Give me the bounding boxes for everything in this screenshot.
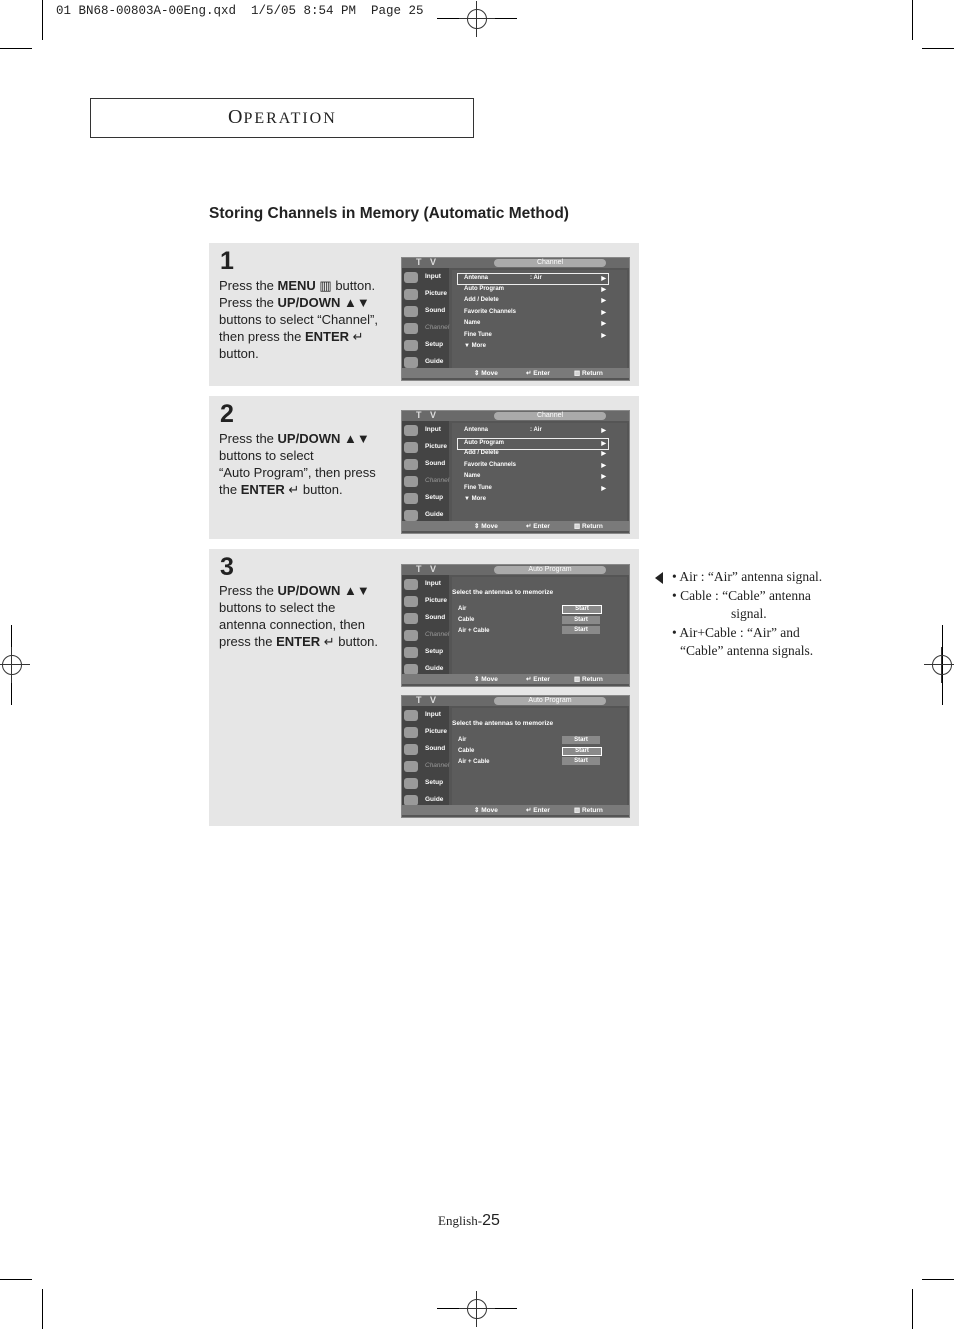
osd-menu-item-icon bbox=[404, 459, 418, 470]
button-name: ENTER bbox=[276, 634, 321, 649]
step-text-run: ▥ button. Press the bbox=[219, 278, 376, 310]
osd-menu-item-icon bbox=[404, 323, 418, 334]
osd-channel-row bbox=[457, 273, 609, 285]
osd-menu-item bbox=[404, 288, 447, 302]
osd-footer-return: ▥ Return bbox=[574, 523, 603, 530]
osd-menu-item bbox=[404, 629, 450, 643]
page-title: Storing Channels in Memory (Automatic Method) bbox=[209, 205, 569, 222]
step-text-run: ▲▼ buttons to select “Auto Program”, then press the bbox=[219, 431, 376, 497]
note-cable-cont: signal. bbox=[731, 606, 767, 621]
osd-channel-row bbox=[457, 438, 609, 450]
osd-channel-row bbox=[458, 319, 608, 329]
osd-menu-item bbox=[404, 492, 447, 506]
osd-menu-item-label: Picture bbox=[425, 597, 448, 604]
osd-channel-row bbox=[458, 331, 608, 341]
osd-menu-item-icon bbox=[404, 476, 418, 487]
osd-menu-item-label: Channel bbox=[425, 477, 450, 484]
osd-footer-bar bbox=[402, 521, 629, 531]
osd-footer-move: ⇕ Move bbox=[474, 370, 498, 377]
osd-menu-item-label: Sound bbox=[425, 745, 446, 752]
osd-menu-item-label: Sound bbox=[425, 614, 446, 621]
osd-menu-item-icon bbox=[404, 357, 418, 368]
osd-main-panel bbox=[452, 423, 627, 521]
section-header bbox=[228, 106, 337, 129]
osd-row-arrow-icon: ▶ bbox=[601, 286, 606, 293]
osd-menu-item-label: Guide bbox=[425, 665, 444, 672]
step-number: 3 bbox=[220, 553, 234, 581]
osd-row-arrow-icon: ▶ bbox=[601, 451, 606, 457]
osd-menu-item bbox=[404, 458, 447, 472]
crop-mark bbox=[42, 0, 43, 40]
osd-antenna-option: Air + Cable bbox=[458, 628, 490, 634]
page-number: 25 bbox=[482, 1212, 500, 1229]
osd-menu-item-label: Guide bbox=[425, 358, 444, 365]
osd-menu-item-icon bbox=[404, 710, 418, 721]
registration-mark-icon bbox=[0, 647, 30, 683]
osd-channel-row bbox=[458, 461, 608, 471]
osd-row-name: Add / Delete bbox=[464, 450, 499, 456]
registration-mark-icon bbox=[459, 1291, 495, 1327]
osd-footer-bar bbox=[402, 674, 629, 684]
osd-start-button: Start bbox=[562, 616, 600, 624]
osd-menu-item-label: Setup bbox=[425, 779, 444, 786]
osd-row-name: Favorite Channels bbox=[464, 461, 517, 468]
osd-menu-item-label: Picture bbox=[425, 443, 448, 450]
osd-menu-item-icon bbox=[404, 647, 418, 658]
osd-channel-row bbox=[458, 484, 608, 494]
osd-menu-item-icon bbox=[404, 727, 418, 738]
osd-menu-item bbox=[404, 475, 450, 489]
crop-mark bbox=[922, 1279, 954, 1280]
step-text-run: ▲▼ buttons to select the antenna connection, then press the bbox=[219, 583, 370, 649]
button-name: ENTER bbox=[305, 329, 350, 344]
crop-mark bbox=[0, 1279, 32, 1280]
osd-menu-item-icon bbox=[404, 579, 418, 590]
osd-row-name: Auto Program bbox=[464, 285, 505, 292]
osd-menu-item bbox=[404, 743, 447, 757]
osd-row-name: Antenna bbox=[464, 427, 488, 433]
osd-start-button: Start bbox=[562, 605, 602, 614]
section-initial: O bbox=[228, 106, 244, 128]
osd-menu-item bbox=[404, 595, 447, 609]
print-slug: 01 BN68-00803A-00Eng.qxd 1/5/05 8:54 PM Page 25 bbox=[56, 4, 424, 18]
osd-row-name: Name bbox=[464, 473, 481, 479]
osd-menu-item bbox=[404, 322, 450, 336]
osd-menu-item-icon bbox=[404, 425, 418, 436]
osd-menu-item bbox=[404, 709, 447, 723]
osd-main-panel bbox=[452, 270, 627, 368]
osd-footer-return: ▥ Return bbox=[574, 807, 603, 814]
section-rest: PERATION bbox=[243, 110, 337, 127]
osd-row-value: : Air bbox=[530, 275, 542, 281]
osd-menu-item-icon bbox=[404, 442, 418, 453]
button-name: MENU bbox=[277, 278, 316, 293]
osd-antenna-option: Cable bbox=[458, 617, 475, 623]
footer-language: English- bbox=[438, 1213, 483, 1228]
osd-menu-item bbox=[404, 760, 450, 774]
osd-row-arrow-icon: ▶ bbox=[601, 428, 606, 434]
osd-side-menu bbox=[402, 421, 449, 521]
osd-channel-row bbox=[458, 296, 608, 306]
osd-menu-item-icon bbox=[404, 596, 418, 607]
osd-menu-item bbox=[404, 726, 447, 740]
osd-row-name: Fine Tune bbox=[464, 484, 492, 491]
osd-antenna-option: Air bbox=[458, 606, 467, 612]
osd-tv-label: T V bbox=[416, 410, 440, 420]
osd-row-arrow-icon: ▶ bbox=[601, 440, 606, 447]
page-footer bbox=[438, 1212, 500, 1230]
step-text-run: ▲▼ buttons to select “Channel”, then press the bbox=[219, 295, 378, 344]
osd-menu-item-icon bbox=[404, 306, 418, 317]
osd-header: Channel bbox=[494, 412, 606, 420]
osd-row-name: Name bbox=[464, 320, 481, 326]
osd-menu-item-icon bbox=[404, 744, 418, 755]
step-text-run: Press the bbox=[219, 583, 278, 598]
osd-menu-item bbox=[404, 339, 447, 353]
osd-footer-bar bbox=[402, 368, 629, 378]
step-text-run: Press the bbox=[219, 431, 278, 446]
step-text-run: Press the bbox=[219, 278, 278, 293]
osd-menu-item-icon bbox=[404, 778, 418, 789]
osd-menu-item bbox=[404, 578, 447, 592]
crop-mark bbox=[922, 48, 954, 49]
osd-footer-move: ⇕ Move bbox=[474, 807, 498, 814]
osd-row-name: Auto Program bbox=[464, 439, 505, 446]
osd-menu-item-label: Input bbox=[425, 711, 441, 718]
osd-menu-item bbox=[404, 271, 447, 285]
crop-mark bbox=[42, 1289, 43, 1329]
osd-side-menu bbox=[402, 575, 449, 674]
button-name: UP/DOWN bbox=[277, 295, 341, 310]
step-text-run: ↵ button. bbox=[320, 634, 379, 649]
osd-side-menu bbox=[402, 706, 449, 805]
osd-menu-item-label: Sound bbox=[425, 307, 446, 314]
osd-menu-item-icon bbox=[404, 272, 418, 283]
osd-menu-item-label: Guide bbox=[425, 796, 444, 803]
osd-channel-row bbox=[458, 285, 608, 295]
osd-tv-label: T V bbox=[416, 257, 440, 267]
osd-channel-row bbox=[458, 449, 608, 459]
osd-footer-bar bbox=[402, 805, 629, 815]
osd-footer-enter: ↵ Enter bbox=[526, 807, 550, 814]
osd-menu-item bbox=[404, 424, 447, 438]
osd-row-arrow-icon: ▶ bbox=[601, 309, 606, 316]
osd-row-arrow-icon: ▶ bbox=[601, 462, 606, 469]
osd-menu-item-icon bbox=[404, 761, 418, 772]
osd-menu-item-label: Guide bbox=[425, 511, 444, 518]
osd-menu-item bbox=[404, 777, 447, 791]
osd-antenna-option: Air + Cable bbox=[458, 759, 490, 765]
osd-footer-return: ▥ Return bbox=[574, 370, 603, 377]
osd-menu-item-label: Setup bbox=[425, 494, 444, 501]
osd-row-name: Fine Tune bbox=[464, 331, 492, 338]
osd-menu-item-icon bbox=[404, 510, 418, 521]
osd-menu-item-icon bbox=[404, 493, 418, 504]
osd-menu-item bbox=[404, 646, 447, 660]
auto-program-screen bbox=[401, 564, 630, 687]
osd-channel-row bbox=[458, 308, 608, 318]
osd-row-name: Favorite Channels bbox=[464, 308, 517, 315]
button-name: UP/DOWN bbox=[277, 431, 341, 446]
registration-mark-icon bbox=[924, 647, 954, 683]
registration-mark-icon bbox=[459, 1, 495, 37]
osd-menu-item-label: Picture bbox=[425, 290, 448, 297]
osd-antenna-option: Cable bbox=[458, 748, 475, 754]
osd-more: ▼ More bbox=[464, 496, 486, 502]
osd-footer-enter: ↵ Enter bbox=[526, 523, 550, 530]
osd-menu-item-icon bbox=[404, 630, 418, 641]
osd-start-button: Start bbox=[562, 747, 602, 756]
osd-menu-item-label: Sound bbox=[425, 460, 446, 467]
osd-header: Channel bbox=[494, 259, 606, 267]
osd-row-arrow-icon: ▶ bbox=[601, 276, 606, 282]
step-text bbox=[219, 430, 376, 498]
osd-menu-item-label: Setup bbox=[425, 341, 444, 348]
osd-row-name: Antenna bbox=[464, 275, 488, 281]
osd-start-button: Start bbox=[562, 757, 600, 765]
osd-menu-item-label: Setup bbox=[425, 648, 444, 655]
osd-row-arrow-icon: ▶ bbox=[601, 485, 606, 492]
note-cable: • Cable : “Cable” antenna bbox=[672, 588, 811, 603]
osd-footer-return: ▥ Return bbox=[574, 676, 603, 683]
osd-row-arrow-icon: ▶ bbox=[601, 474, 606, 480]
osd-title-bar bbox=[402, 411, 629, 421]
osd-channel-row bbox=[458, 472, 608, 482]
osd-menu-item-label: Channel bbox=[425, 324, 450, 331]
osd-footer-move: ⇕ Move bbox=[474, 523, 498, 530]
step-text bbox=[219, 277, 378, 362]
channel-menu-screen bbox=[401, 257, 630, 381]
osd-menu-item bbox=[404, 305, 447, 319]
osd-menu-item-icon bbox=[404, 613, 418, 624]
osd-header: Auto Program bbox=[494, 697, 606, 705]
osd-tv-label: T V bbox=[416, 564, 440, 574]
osd-row-arrow-icon: ▶ bbox=[601, 321, 606, 327]
crop-mark bbox=[912, 0, 913, 40]
note-air: • Air : “Air” antenna signal. bbox=[672, 569, 823, 584]
osd-menu-item-label: Input bbox=[425, 426, 441, 433]
osd-row-arrow-icon: ▶ bbox=[601, 332, 606, 339]
osd-more: ▼ More bbox=[464, 343, 486, 349]
crop-mark bbox=[0, 48, 32, 49]
osd-start-button: Start bbox=[562, 736, 600, 744]
osd-prompt: Select the antennas to memorize bbox=[452, 589, 554, 596]
osd-menu-item bbox=[404, 441, 447, 455]
crop-mark bbox=[912, 1289, 913, 1329]
osd-title-bar bbox=[402, 565, 629, 575]
button-name: UP/DOWN bbox=[277, 583, 341, 598]
osd-title-bar bbox=[402, 696, 629, 706]
step-text-run: ↵ button. bbox=[219, 329, 364, 361]
osd-menu-item-icon bbox=[404, 289, 418, 300]
osd-footer-enter: ↵ Enter bbox=[526, 676, 550, 683]
osd-menu-item bbox=[404, 612, 447, 626]
osd-channel-row bbox=[458, 426, 608, 436]
osd-menu-item-label: Channel bbox=[425, 631, 450, 638]
button-name: ENTER bbox=[240, 482, 285, 497]
osd-footer-move: ⇕ Move bbox=[474, 676, 498, 683]
osd-menu-item-label: Input bbox=[425, 273, 441, 280]
channel-menu-screen bbox=[401, 410, 630, 534]
note-pointer-icon bbox=[655, 572, 663, 584]
osd-row-name: Add / Delete bbox=[464, 297, 499, 303]
osd-menu-item-label: Input bbox=[425, 580, 441, 587]
step-text bbox=[219, 582, 378, 650]
auto-program-screen bbox=[401, 695, 630, 818]
osd-menu-item-icon bbox=[404, 340, 418, 351]
note-air-cable-cont: “Cable” antenna signals. bbox=[680, 643, 814, 658]
osd-start-button: Start bbox=[562, 626, 600, 634]
step-number: 2 bbox=[220, 400, 234, 428]
step-text-run: ↵ button. bbox=[284, 482, 343, 497]
osd-row-arrow-icon: ▶ bbox=[601, 298, 606, 304]
osd-menu-item-label: Picture bbox=[425, 728, 448, 735]
osd-title-bar bbox=[402, 258, 629, 268]
osd-tv-label: T V bbox=[416, 695, 440, 705]
osd-row-value: : Air bbox=[530, 427, 542, 433]
osd-side-menu bbox=[402, 268, 449, 368]
osd-header: Auto Program bbox=[494, 566, 606, 574]
step-number: 1 bbox=[220, 247, 234, 275]
osd-menu-item-label: Channel bbox=[425, 762, 450, 769]
note-air-cable: • Air+Cable : “Air” and bbox=[672, 625, 800, 640]
osd-prompt: Select the antennas to memorize bbox=[452, 720, 554, 727]
osd-antenna-option: Air bbox=[458, 737, 467, 743]
osd-footer-enter: ↵ Enter bbox=[526, 370, 550, 377]
